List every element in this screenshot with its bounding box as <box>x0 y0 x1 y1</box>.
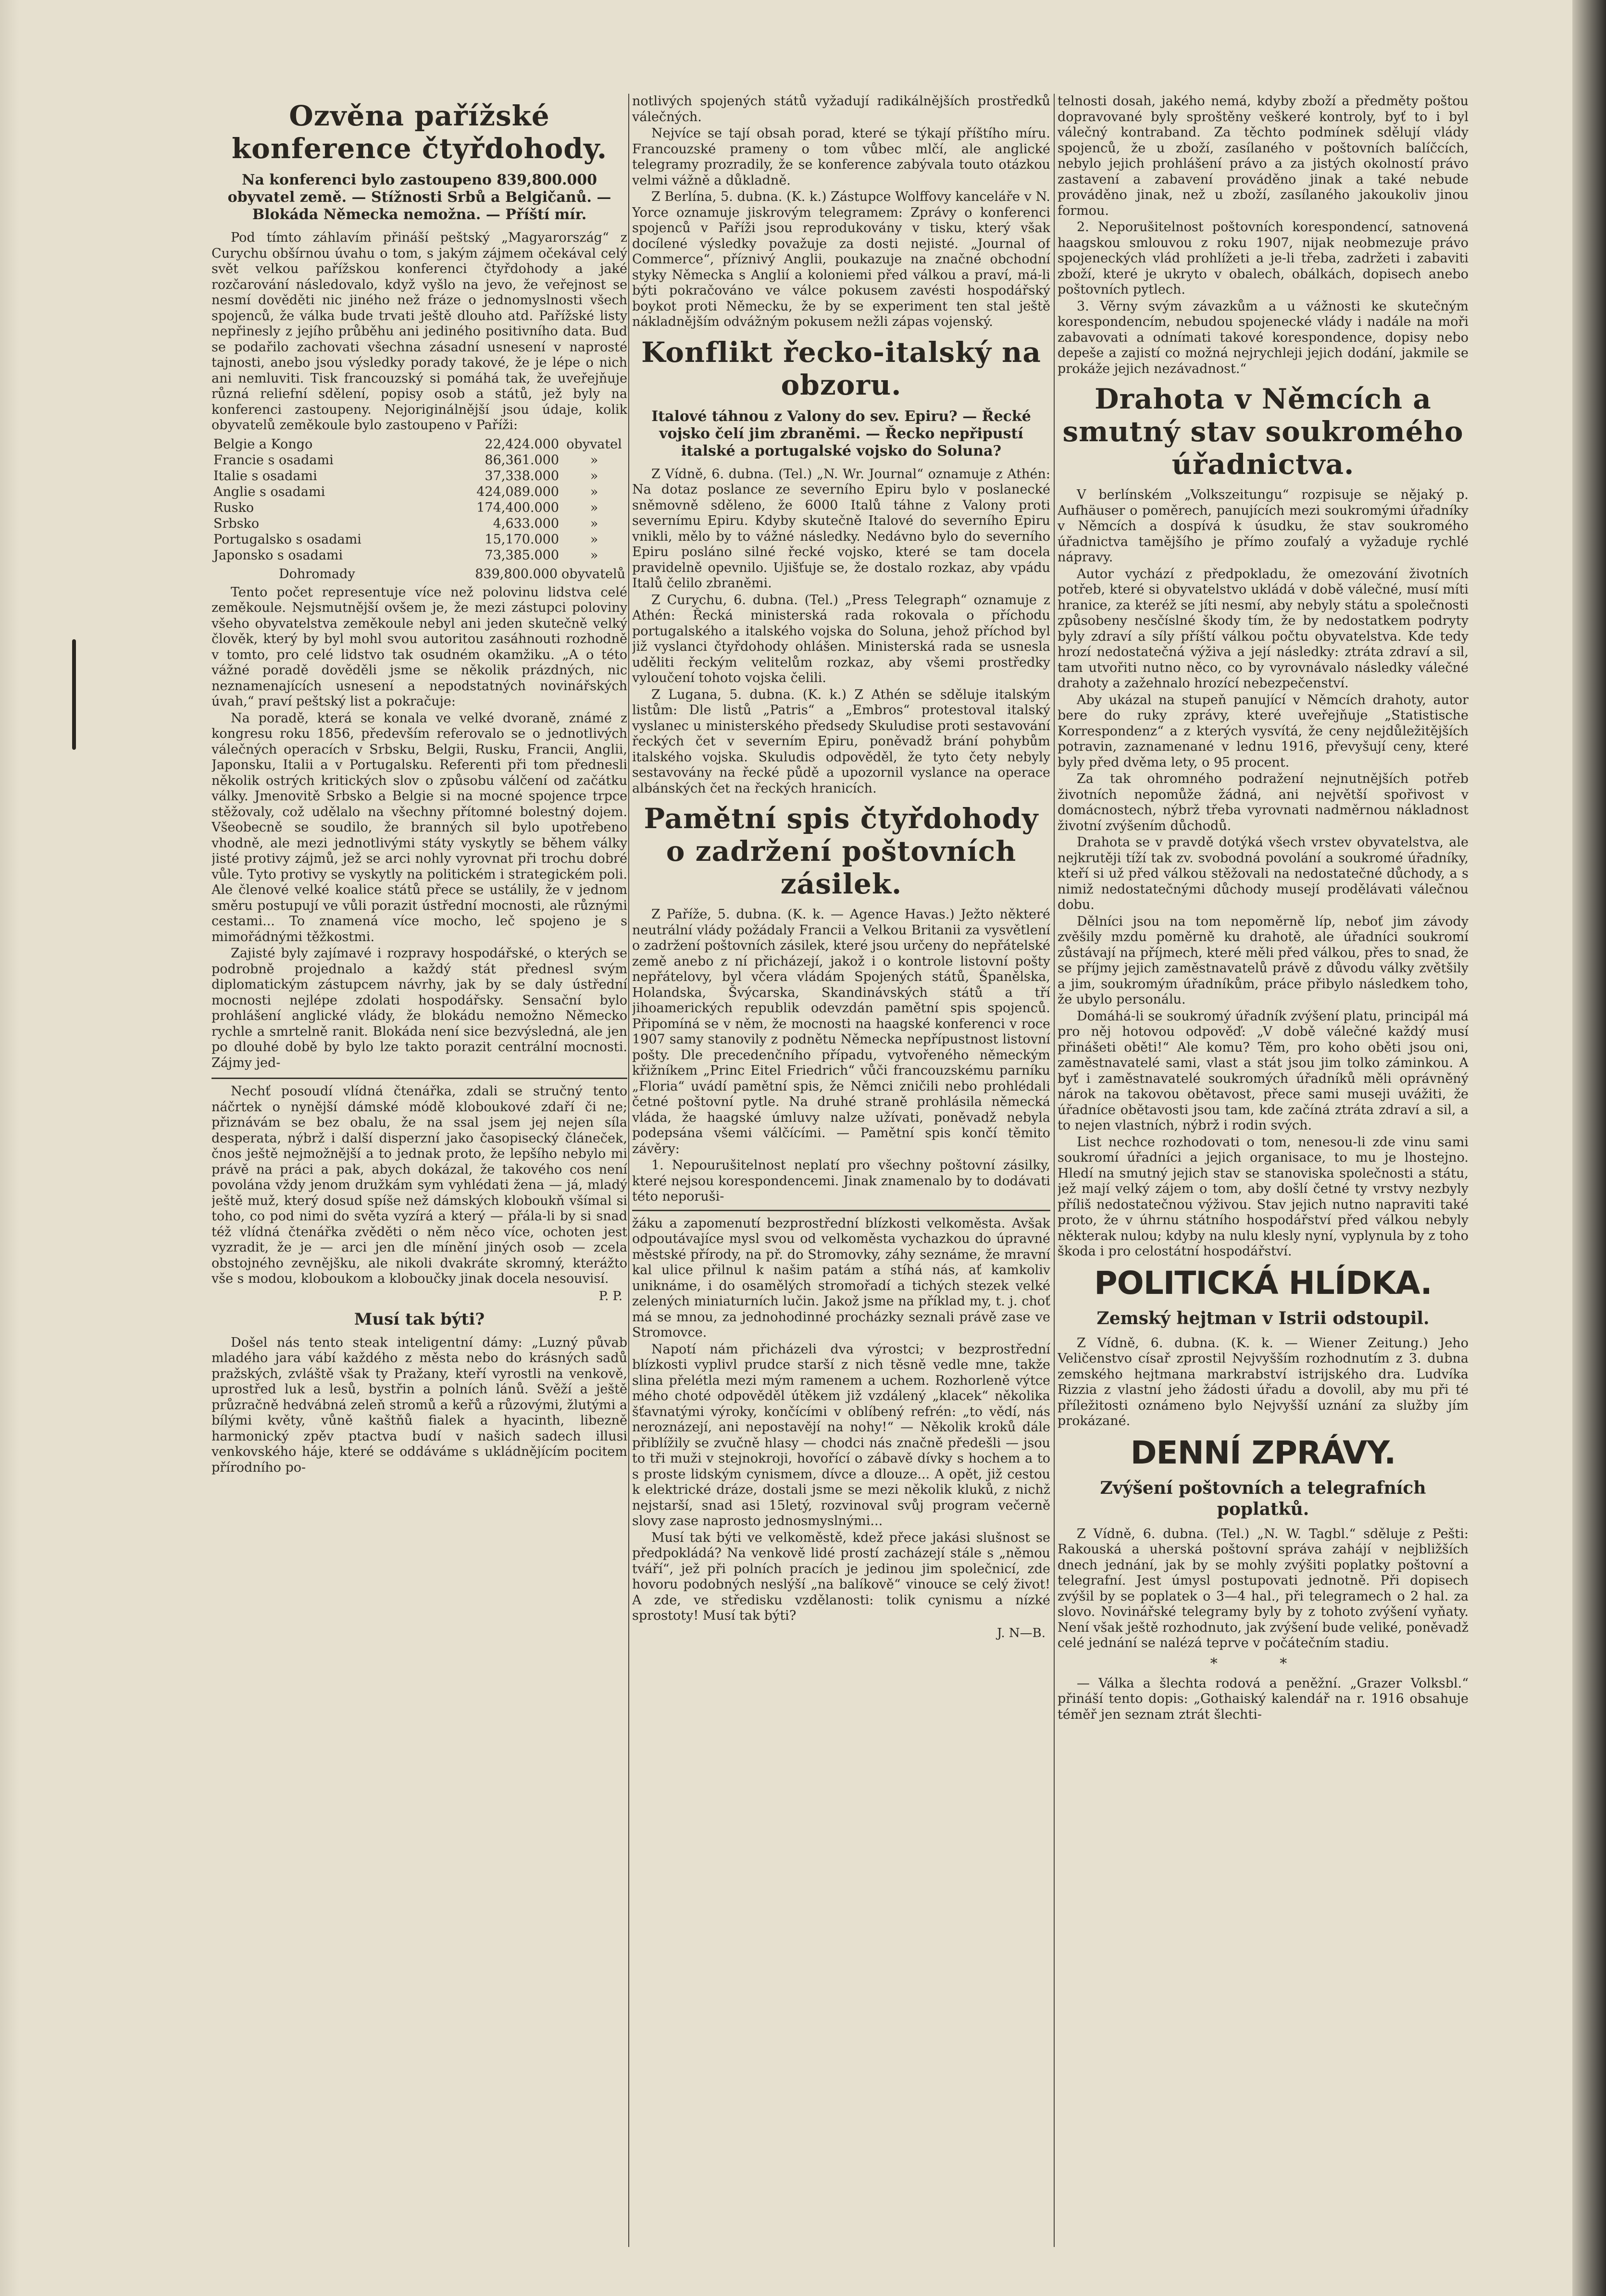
musi-paragraph: Napotí nám přicházeli dva výrostci; v bezprostřední blízkosti vyplivl prudce starší z nich těsně vedle mne, takže slina přelétla mezi mým ramenem a uchem. Rozhorleně výtce mého choté odpověděl útěkem již vzdálený „klacek“ několika šťavnatými výroky, končícími v oblíbený refrén: „to vědí, nás neroznázejí, ani nepostavějí na nohy!“ — Několik kroků dále přiblížily se zvučně hlasy — chodci nás značně předešli — jsou to tři muži v stejnokroji, hovořící o zábavě dívky s hochem a to s proste lidským cynismem, dívce a dlouze... A opět, již cestou k elektrické dráze, dostali jsme se mezi několik kluků, z nichž nejstarší, snad asi 15letý, rozvinoval svůj program večerně slovy zase naprosto jednosmyslnými... <box>632 1341 1050 1528</box>
article-paragraph: 2. Neporušitelnost poštovních korespondencí, satnovená haagskou smlouvou z roku 1907, nijak neobmezuje právo spojeneckých vlád prohlížeti a je-li třeba, zadržeti i zabaviti zboží, které je ukryto v obalech, obálkách, dopisech anebo poštovních pytlech. <box>1058 220 1469 297</box>
column-1 <box>212 94 627 2249</box>
article-paragraph: Tento počet representuje více než polovinu lidstva celé zeměkoule. Nejsmutnější ovšem je, že mezi zástupci poloviny všeho obyvatelstva zeměkoule nebyl ani jeden skutečně velký člověk, který by byl mohl svou autoritou zasáhnouti rozhodně v tomto, pro celé lidstvo tak osudném okamžiku. „A o této vážné poradě dověděli jsme se několik prázdných, nic neznamenajících usnesení a nepodstatných novinářských úvah,“ praví peštský list a pokračuje: <box>212 584 627 709</box>
population-row <box>212 484 627 500</box>
article-paragraph: Nejvíce se tají obsah porad, které se týkají příštího míru. Francouzské prameny o tom vůbec mlčí, ale anglické telegramy prozradily, že se konference zabývala touto otázkou velmi vážně a důkladně. <box>632 126 1050 188</box>
population-country: Srbsko <box>213 516 260 531</box>
population-country: Rusko <box>213 500 254 515</box>
musi-paragraph: Došel nás tento steak inteligentní dámy: „Luzný půvab mladého jara vábí každého z města nebo do krásných sadů pražských, zvláště však ty Pražany, kteří vyrostli na venkově, uprostřed luk a lesů, bystřin a polních lánů. Svěží a ještě průzračně hedvábná zeleň stromů a keřů a růzovými, žlutými a bílými květy, vůně kaštňů fialek a hyacinth, libezně harmonický zpěv ptactva budí v našich sadech illusi venkovského háje, které se oddáváme s ukládnějícím pocitem přírodního po- <box>212 1335 627 1475</box>
population-row <box>212 500 627 516</box>
musi-paragraph: Musí tak býti ve velkoměstě, kdež přece jakási slušnost se předpokládá? Na venkově lidé prostí zacházejí stále s „němou tváří“, jež při polních pracích je jedinou jim společnicí, zde hovoru podobných neslýší „na balíkově“ vinouce se celý život! A zde, ve středisku vzdělanosti: tolik cynismu a nízké sprostoty! Musí tak býti? <box>632 1530 1050 1623</box>
denni-subtitle: Zvýšení poštovních a telegrafních poplatků. <box>1100 1477 1426 1519</box>
population-country: Francie s osadami <box>213 452 334 468</box>
article-paragraph: List nechce rozhodovati o tom, nenesou-li zde vinu sami soukromí úřadníci a jejich organisace, to mu je lhostejno. Hledí na smutný jejich stav se stanoviska společnosti a státu, jež mají velký zájem o tom, aby došlí četné ty vrstvy nezbyly příliš nedostatečnou výživou. Stav jejich nutno napraviti také proto, že v úhrnu státního hospodářství před válkou nebyly některak nulou; kdyby na nulu klesly nyní, vyplynula by z toho škoda i pro celostátní hospodářství. <box>1058 1134 1469 1259</box>
population-row <box>212 532 627 547</box>
politicka-subtitle: Zemský hejtman v Istrii odstoupil. <box>1096 1308 1430 1328</box>
article-paragraph: Autor vychází z předpokladu, že omezování životních potřeb, které si obyvatelstvo ukládá v době válečné, musí míti hranice, za kteréž se jíti nesmí, aby nebyly státu a společnosti způsobeny nesčíslné škody tím, že by nedostatkem podryty byly zdraví a síly příští válkou počtu obyvatelstva. Kde tedy hrozí nedostatečná výživa a její následky: ztráta zdraví a sil, tam utvořiti nutno něco, co by vyrovnávalo následky válečné drahoty a zažehnalo hrozící nebezpečenství. <box>1058 566 1469 691</box>
population-row <box>212 436 627 452</box>
population-table <box>212 436 627 563</box>
musi-paragraph: žáku a zapomenutí bezprostřední blízkosti velkoměsta. Avšak odpoutávajíce mysl svou od velkoměsta vychazkou do úpravné městské přírody, na př. do Stromovky, záhy seznáme, že mravní kal ulice přilnul k našim patám a stíhá nás, ať kamkoliv uniknáme, i do osamělých stromořadí a tichých stezek velké zelených miniaturních lučin. Jakož jsme na příklad my, t. j. choť má se mnou, za jednohodinné procházky seznali právě zase ve Stromovce. <box>632 1216 1050 1340</box>
total-value: 839,800.000 <box>475 566 558 582</box>
feuilleton-paragraph: Nechť posoudí vlídná čtenářka, zdali se stručný tento náčrtek o nynější dámské módě kloboukové zdaří či ne; přiznávám se bez obalu, že na ssal jsem jej nejen síla desperata, nýbrž i další disperzní jako časopisecký článeček, čnos ještě nejmožnější a to jednak proto, že lepšího nebylo mi právě na práci a pak, abych dokázal, že takového cos není povolána vždy jenom družkám sym vyhlédati žena — já, mladý ještě muž, který dosud spíše než dámských kloboukň všímal si toho, co pod nimi do světa vyzírá a který — přála-li by si snad též vlídná čtenářka zvěděti o něm něco více, ochoten jest vyzradit, že je — arci jen dle mínění jiných osob — zcela obstojného zevnějšku, ale nikoli dvakráte skromný, kterážto vše s modou, kloboukom a kloboučky jinak docela nesouvisí. <box>212 1084 627 1286</box>
article-paragraph: Drahota se v pravdě dotýká všech vrstev obyvatelstva, ale nejkrutěji tíží tak zv. svobodná povolání a soukromé úřadníky, kteří si už před válkou stěžovali na nedostatečné důchody, a s nimiž nedostatečnými důchody musejí prodělávati válečnou dobu. <box>1058 835 1469 912</box>
margin-mark <box>72 639 76 750</box>
population-value: 15,170.000 <box>485 532 559 547</box>
article-paragraph: Zajisté byly zajímavé i rozpravy hospodářské, o kterých se podrobně projednalo a každý stát přednesl svým diplomatickým zástupcem návrhy, jak by se daly ústřední mocnosti nejlépe zdolati hospodářsky. Sensační bylo prohlášení anglické vlády, že blokádu nemožno Německo rychle a smrtelně ranit. Blokáda není sice bezvýsledná, ale jen po dlouhé době by bylo lze takto porazit centrální mocnosti. Zájmy jed- <box>212 946 627 1070</box>
feuilleton-divider <box>212 1078 627 1079</box>
article-paragraph: Z Vídně, 6. dubna. (Tel.) „N. W. Tagbl.“ sděluje z Pešti: Rakouská a uherská poštovní správa zahájí v nejbližších dnech jednání, jak by se mohly zvýšiti poplatky poštovní a telegrafní. Jest úmysl postupovati jednotně. Při dopisech zvýšil by se poplatek o 3—4 hal., při telegramech o 2 hal. za slovo. Novinářské telegramy byly by z tohoto zvýšení vyňaty. Není však ještě rozhodnuto, jak zvýšení bude veliké, poněvadž celé jednání se nalézá teprve v počátečním stadiu. <box>1058 1526 1469 1651</box>
population-total <box>212 566 627 582</box>
article-paragraph: Aby ukázal na stupeň panující v Němcích drahoty, autor bere do ruky zprávy, které uveřejňuje „Statistische Korrespondenz“ a z kterých vysvítá, že ceny nejdůležitějších potravin, zaznamenané v lednu 1916, převyšují ceny, které byly před dvěma lety, o 95 procent. <box>1058 692 1469 770</box>
population-row <box>212 516 627 532</box>
article-title-pametni-spis: Pamětní spis čtyřdohody o zadržení poštovních zásilek. <box>644 802 1039 900</box>
population-row <box>212 452 627 468</box>
feuilleton-divider <box>632 1210 1050 1211</box>
article-paragraph: telnosti dosah, jakého nemá, kdyby zboží a předměty poštou dopravované byly sproštěny veškeré kontroly, byť to i byl válečný kontraband. Za těchto podmínek sdělují vlády spojenců, že u zboží, zasílaného v poštovních balíčcích, nebylo jejich prohlášení právo a za jistých okolností právo zastavení a zabavení prováděno jinak a také nebude prováděno jinak, než u zboží, zasílaného jakoukoliv jinou formou. <box>1058 94 1469 218</box>
population-unit: » <box>590 452 598 468</box>
article-paragraph: Z Vídně, 6. dubna. (K. k. — Wiener Zeitung.) Jeho Veličenstvo císař zprostil Nejvyšším rozhodnutím z 3. dubna zemského hejtmana markrabství istrijského dra. Ludvíka Rizzia z vlastní jeho žádosti úřadu a dovolil, aby mu při té příležitosti oznámeno bylo Nejvyšší uznání za služby jím prokázané. <box>1058 1335 1469 1428</box>
population-country: Italie s osadami <box>213 468 317 484</box>
population-country: Japonsko s osadami <box>213 547 343 563</box>
population-unit: » <box>590 516 598 531</box>
article-paragraph: V berlínském „Volkszeitungu“ rozpisuje se nějaký p. Aufhäuser o poměrech, panujících mezi soukromými úřadníky v Němcích a dospívá k úsudku, že stav soukromého úřadnictva tamějšího je přímo zoufalý a vyžaduje rychlé nápravy. <box>1058 487 1469 565</box>
article-paragraph: Z Lugana, 5. dubna. (K. k.) Z Athén se sděluje italským listům: Dle listů „Patris“ a „Embros“ protestoval italský vyslanec u ministerského předsedy Skuludise proti sestavování řeckých čet v severním Epiru, poněvadž brání pohybům italského vojska. Skuludis odpověděl, že tyto čety nebyly sestavovány na řecké půdě a upozornil vyslance na operace albánských čet na řeckých hranicích. <box>632 687 1050 796</box>
article-paragraph: Domáhá-li se soukromý úřadník zvýšení platu, principál má pro něj hotovou odpověď: „V době válečné každý musí přinášeti oběti!“ Ale komu? Těm, pro koho oběti jsou oni, zaměstnavatelé sami, vlast a stát jsou jim tolko záminkou. A byť i zaměstnavatelé soukromých úřadníků měli oprávněný nárok na takovou obětavost, přece sami museji uvážiti, že úřadníce obětavosti jsou tam, kde začíná ztráta zdraví a sil, a to nejen vlastních, nýbrž i rodin svých. <box>1058 1008 1469 1133</box>
article-deck-konference: Na konferenci bylo zastoupeno 839,800.000 obyvatel země. — Stížnosti Srbů a Belgičanů. — Blokáda Německa nemožna. — Příští mír. <box>227 172 611 223</box>
article-paragraph: Dělníci jsou na tom nepoměrně líp, neboť jim závody zvěšily mzdu poměrně ku drahotě, ale úřadníci soukromí zůstávají na příjmech, které měli před válkou, přes to snad, že se příjmy jejich zaměstnavatelů právě z důvodu války zvětšily a jim, soukromým úřadníkům, práce přibylo následkem toho, že ubylo personálu. <box>1058 914 1469 1007</box>
musi-signature: J. N—B. <box>996 1626 1046 1640</box>
population-value: 37,338.000 <box>485 468 559 484</box>
article-title-musi: Musí tak býti? <box>354 1309 485 1329</box>
population-value: 86,361.000 <box>485 452 559 468</box>
article-paragraph: Pod tímto záhlavím přináší peštský „Magyarország“ z Curychu obšírnou úvahu o tom, s jakým zájmem očekával celý svět velkou pařížskou konferenci čtyřdohody a jaké rozčarování následovalo, když vyšlo na jevo, že veřejnost se nesmí dověděti nic jiného než fráze o jednomyslnosti všech spojenců, že válka bude trvati ještě dlouho atd. Pařížské listy nepřinesly z jejího průběhu ani jediného positivního data. Buď se podařilo zachovati všechna zásadní usnesení v naprosté tajnosti, anebo jsou výsledky porady takové, že je lépe o nich ani nemluviti. Tisk francouzský si pomáhá tak, že uveřejňuje různá reliefní sdělení, popisy osob a států, jež byly na konferenci zastoupeny. Nejoriginálnější jsou údaje, kolik obyvatelů zeměkoule bylo zastoupeno v Paříži: <box>212 230 627 433</box>
total-label: Dohromady <box>279 566 355 582</box>
population-unit: obyvatel <box>566 436 622 452</box>
section-title-denni-zpravy: DENNÍ ZPRÁVY. <box>1130 1434 1396 1471</box>
population-country: Portugalsko s osadami <box>213 532 361 547</box>
article-paragraph: notlivých spojených států vyžadují radikálnějších prostředků válečných. <box>632 94 1050 124</box>
population-value: 22,424.000 <box>485 436 559 452</box>
article-paragraph: Z Berlína, 5. dubna. (K. k.) Zástupce Wolffovy kanceláře v N. Yorce oznamuje jiskrovým telegramem: Zprávy o konferenci spojenců v Paříži jsou reprodukovány v tisku, který však docílené výsledky považuje za dosti nejisté. „Journal of Commerce“, příznivý Anglii, poukazuje na značné obchodní styky Německa s Anglií a koloniemi před válkou a praví, má-li býti pokračováno ve válce pokusem zavésti hospodářský boykot proti Německu, že by se experiment ten stal ještě nákladnějším odvážným pokusem nežli zápas vojenský. <box>632 189 1050 329</box>
population-row <box>212 468 627 484</box>
column-rule-1 <box>628 94 629 2247</box>
population-value: 424,089.000 <box>476 484 559 499</box>
population-value: 4,633.000 <box>493 516 559 531</box>
section-title-politicka-hlidka: POLITICKÁ HLÍDKA. <box>1094 1264 1432 1302</box>
population-value: 73,385.000 <box>485 547 559 563</box>
column-3 <box>1058 94 1469 2249</box>
article-paragraph: — Válka a šlechta rodová a peněžní. „Grazer Volksbl.“ přináší tento dopis: „Gothaiský kalendář na r. 1916 obsahuje téměř jen seznam ztrát šlechti- <box>1058 1675 1469 1722</box>
article-paragraph: Z Vídně, 6. dubna. (Tel.) „N. Wr. Journal“ oznamuje z Athén: Na dotaz poslance ze severního Epiru bylo v poslanecké sněmovně sděleno, že 6000 Italů táhne z Valony proti severnímu Epiru. Kdyby skutečně Italové do severního Epiru vnikli, mělo by to vážné následky. Nedávno bylo do severního Epiru posláno silné řecké vojsko, které se tam docela pravidelně opevnilo. Ujišťuje se, že dostalo rozkaz, aby vpádu Italů čelilo zbraněmi. <box>632 466 1050 591</box>
section-separator-stars: * * <box>1210 1655 1316 1672</box>
column-rule-2 <box>1054 94 1055 2247</box>
total-unit: obyvatelů <box>561 566 625 582</box>
article-paragraph: Z Paříže, 5. dubna. (K. k. — Agence Havas.) Ježto některé neutrální vlády požádaly Francii a Velkou Britanii za vysvětlení o zadržení poštovních zásilek, které jsou určeny do nepřátelské země anebo z ní přicházejí, jakož i o kontrole listovní pošty nepřátelovy, byl včera vládám Spojených států, Španělska, Holandska, Švýcarska, Skandinávských států a tří jihoamerických republik odevzdán pamětní spis spojenců. Připomíná se v něm, že mocnosti na haagské konferenci v roce 1907 samy stanovily z podnětu Německa nepřípustnost listovní pošty. Dle precedenčního případu, vytvořeného německým křižníkem „Princ Eitel Friedrich“ vůči francouzskému parníku „Floria“ uvádí pamětní spis, že Němci zničili nebo prohlédali četné poštovní pytle. Na druhé straně prohlásila německá vláda, že haagské úmluvy nalze užívati, poněvadž nebyla podepsána všemi válčícími. — Pamětní spis končí těmito závěry: <box>632 907 1050 1156</box>
population-unit: » <box>590 484 598 499</box>
population-unit: » <box>590 547 598 563</box>
article-title-konflikt: Konflikt řecko-italský na obzoru. <box>641 335 1041 401</box>
article-paragraph: Z Curychu, 6. dubna. (Tel.) „Press Telegraph“ oznamuje z Athén: Řecká ministerská rada rokovala o příchodu portugalského a italského vojska do Soluna, jehož příchod byl již vyslanci čtyřdohody ohlášen. Ministerská rada se usnesla uděliti řeckým velitelům rozkaz, aby všemi prostředky vyloučení tohoto vojska čelili. <box>632 592 1050 685</box>
article-title-konference: Ozvěna pařížské konference čtyřdohody. <box>231 99 608 165</box>
page-right-shadow <box>1572 0 1606 2296</box>
population-unit: » <box>590 500 598 515</box>
article-paragraph: Na poradě, která se konala ve velké dvoraně, známé z kongresu roku 1856, především referovalo se o jednotlivých válečných operacích v Srbsku, Belgii, Rusku, Francii, Anglii, Japonsku, Italii a v Portugalsku. Referenti při tom přednesli několik ostrých kritických slov o způsobu válčení od začátku války. Jmenovitě Srbsko a Belgie si na mocné spojence trpce stěžovaly, což udělalo na všechny přítomné bolestný dojem. Všeobecně se soudilo, že branných sil bylo upotřebeno vhodně, ale mezi jednotlivými státy vyskytly se během války jisté protivy zájmů, jež se arci nohly vyrovnat při trochu dobré vůle. Tyto protivy se vyskytly na politickém i strategickém poli. Ale členové velké koalice států přece se ustálily, že v jednom směru postupují ve vůli porazit ústřední mocnosti, ale různými cestami... To znamená více mocho, leč spojeno je s mimořádnými těžkostmi. <box>212 710 627 944</box>
column-2 <box>632 94 1050 2249</box>
population-country: Belgie a Kongo <box>213 436 313 452</box>
article-title-drahota: Drahota v Němcích a smutný stav soukromého úřadnictva. <box>1062 383 1464 481</box>
population-row <box>212 547 627 563</box>
population-country: Anglie s osadami <box>213 484 325 499</box>
feuilleton-signature: P. P. <box>598 1289 622 1303</box>
article-paragraph: 3. Věrny svým závazkům a u vážnosti ke skutečným korespondencím, nebudou spojenecké vlády i nadále na moři zabavovati a odnímati takové korespondence, dopisy nebo depeše a zajistí co možná nejrychleji jejich dodání, jakmile se prokáže jejich nezávadnost.“ <box>1058 298 1469 376</box>
article-paragraph: Za tak ohromného podražení nejnutnějších potřeb životních nepomůže žádná, ani největší spořivost v domácnostech, nýbrž třeba vyrovnati nadměrnou nákladnost životní zvýšením důchodů. <box>1058 771 1469 833</box>
population-unit: » <box>590 468 598 484</box>
article-paragraph: 1. Nepourušitelnost neplatí pro všechny poštovní zásilky, které nejsou korespondencemi. Jinak znamenalo by to dodávati této neporuši- <box>632 1158 1050 1204</box>
article-deck-konflikt: Italové táhnou z Valony do sev. Epiru? — Řecké vojsko čelí jim zbraněmi. — Řecko nepřipustí italské a portugalské vojsko do Soluna? <box>651 408 1031 459</box>
population-unit: » <box>590 532 598 547</box>
population-value: 174,400.000 <box>476 500 559 515</box>
page-binding-edge <box>0 0 19 2296</box>
